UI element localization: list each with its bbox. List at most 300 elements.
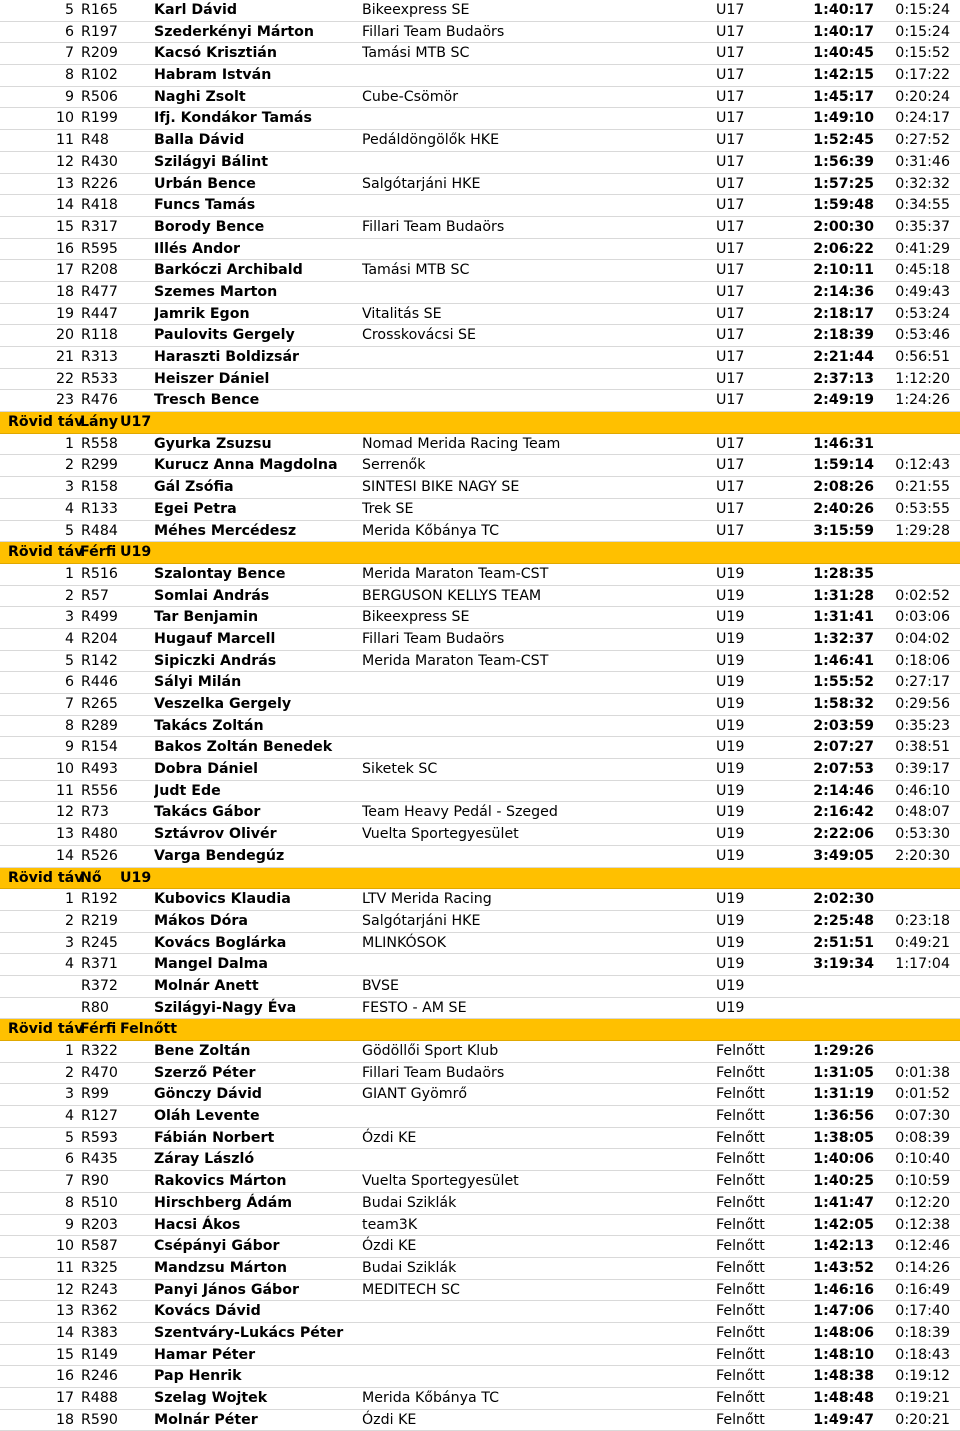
- rank-cell: 8: [64, 1194, 74, 1211]
- finish-time-cell: 3:19:34: [813, 956, 874, 973]
- finish-time-cell: 1:42:13: [813, 1238, 874, 1255]
- rider-name-cell: Ifj. Kondákor Tamás: [154, 110, 312, 127]
- bib-number-cell: R506: [81, 88, 118, 105]
- rider-name-cell: Tar Benjamin: [154, 609, 259, 626]
- finish-time-cell: 2:16:42: [813, 804, 874, 821]
- rank-cell: 2: [64, 1064, 74, 1081]
- time-gap-cell: 0:12:43: [895, 457, 950, 474]
- category-cell: Felnőtt: [716, 1368, 765, 1385]
- finish-time-cell: 2:21:44: [813, 349, 874, 365]
- bib-number-cell: R127: [81, 1108, 118, 1125]
- time-gap-cell: 0:07:30: [895, 1108, 950, 1125]
- category-cell: U17: [716, 435, 745, 452]
- rank-cell: 11: [55, 782, 74, 799]
- rider-name-cell: Naghi Zsolt: [154, 88, 246, 105]
- team-cell: Merida Kőbánya TC: [362, 522, 499, 539]
- finish-time-cell: 2:22:06: [813, 826, 874, 843]
- team-cell: Serrenők: [362, 457, 426, 474]
- finish-time-cell: 2:08:26: [813, 479, 874, 496]
- table-row: [0, 1193, 960, 1215]
- time-gap-cell: 0:12:20: [895, 1194, 950, 1211]
- rider-name-cell: Gönczy Dávid: [154, 1086, 262, 1103]
- finish-time-cell: 1:48:10: [813, 1346, 874, 1363]
- time-gap-cell: 0:17:40: [895, 1303, 950, 1320]
- table-row: [0, 716, 960, 738]
- finish-time-cell: 1:45:17: [813, 88, 874, 105]
- rider-name-cell: Somlai András: [154, 587, 270, 604]
- table-row: [0, 911, 960, 933]
- time-gap-cell: 0:46:10: [895, 782, 950, 799]
- rider-name-cell: Záray László: [154, 1151, 255, 1168]
- category-cell: U19: [716, 717, 745, 734]
- finish-time-cell: 1:28:35: [813, 565, 874, 582]
- section-category: U17: [120, 414, 152, 431]
- table-row: [0, 239, 960, 261]
- category-cell: Felnőtt: [716, 1259, 765, 1276]
- finish-time-cell: 2:18:39: [813, 327, 874, 344]
- finish-time-cell: 2:49:19: [813, 392, 874, 409]
- bib-number-cell: R510: [81, 1194, 118, 1211]
- bib-number-cell: R516: [81, 565, 118, 582]
- rider-name-cell: Szerző Péter: [154, 1064, 256, 1081]
- rider-name-cell: Habram István: [154, 67, 272, 84]
- finish-time-cell: 1:42:15: [813, 67, 874, 84]
- time-gap-cell: 0:01:38: [895, 1064, 950, 1081]
- table-row: [0, 260, 960, 282]
- finish-time-cell: 2:02:30: [813, 891, 874, 908]
- category-cell: U19: [716, 891, 745, 908]
- rider-name-cell: Szentváry-Lukács Péter: [154, 1324, 344, 1341]
- finish-time-cell: 2:03:59: [813, 717, 874, 734]
- table-row: [0, 369, 960, 391]
- category-cell: U19: [716, 847, 745, 864]
- rank-cell: 12: [55, 804, 74, 821]
- rider-name-cell: Szemes Marton: [154, 283, 278, 300]
- time-gap-cell: 0:01:52: [895, 1086, 950, 1103]
- finish-time-cell: 2:14:46: [813, 782, 874, 799]
- table-row: [0, 1258, 960, 1280]
- rank-cell: 9: [64, 88, 74, 105]
- table-row: [0, 672, 960, 694]
- rank-cell: 17: [55, 262, 74, 279]
- section-sex: Férfi: [80, 544, 117, 561]
- table-row: [0, 1171, 960, 1193]
- category-cell: Felnőtt: [716, 1390, 765, 1406]
- finish-time-cell: 1:31:28: [813, 587, 874, 604]
- bib-number-cell: R317: [81, 218, 118, 235]
- finish-time-cell: 1:36:56: [813, 1108, 874, 1125]
- time-gap-cell: 0:41:29: [895, 240, 950, 257]
- table-row: [0, 629, 960, 651]
- finish-time-cell: 2:07:27: [813, 739, 874, 756]
- team-cell: Budai Sziklák: [362, 1259, 457, 1276]
- category-cell: U17: [716, 88, 745, 105]
- category-cell: U17: [716, 283, 745, 300]
- bib-number-cell: R595: [81, 240, 118, 257]
- category-cell: U19: [716, 587, 745, 604]
- finish-time-cell: 2:06:22: [813, 240, 874, 257]
- section-header: [0, 868, 960, 890]
- rider-name-cell: Gyurka Zsuzsu: [154, 435, 272, 452]
- table-row: [0, 499, 960, 521]
- section-category: U19: [120, 544, 152, 561]
- rider-name-cell: Molnár Anett: [154, 977, 259, 994]
- rider-name-cell: Hirschberg Ádám: [154, 1194, 293, 1211]
- rider-name-cell: Takács Zoltán: [154, 717, 264, 734]
- rank-cell: 1: [64, 1043, 74, 1059]
- category-cell: U17: [716, 153, 745, 170]
- rank-cell: 2: [64, 587, 74, 604]
- team-cell: MLINKÓSOK: [362, 934, 447, 951]
- time-gap-cell: 1:17:04: [895, 956, 950, 973]
- rank-cell: 15: [55, 218, 74, 235]
- bib-number-cell: R226: [81, 175, 118, 192]
- team-cell: Siketek SC: [362, 761, 438, 778]
- time-gap-cell: 0:24:17: [895, 110, 950, 127]
- team-cell: Cube-Csömör: [362, 88, 459, 105]
- rider-name-cell: Dobra Dániel: [154, 761, 258, 778]
- table-row: [0, 1345, 960, 1367]
- table-row: [0, 152, 960, 174]
- category-cell: U19: [716, 956, 745, 973]
- finish-time-cell: 1:57:25: [813, 175, 874, 192]
- finish-time-cell: 1:52:45: [813, 132, 874, 149]
- team-cell: BERGUSON KELLYS TEAM: [362, 587, 542, 604]
- team-cell: BVSE: [362, 977, 399, 994]
- time-gap-cell: 0:15:24: [895, 23, 950, 40]
- team-cell: Fillari Team Budaörs: [362, 218, 505, 235]
- bib-number-cell: R435: [81, 1151, 118, 1168]
- category-cell: Felnőtt: [716, 1303, 765, 1320]
- category-cell: U17: [716, 262, 745, 279]
- category-cell: Felnőtt: [716, 1281, 765, 1298]
- table-row: [0, 455, 960, 477]
- time-gap-cell: 0:16:49: [895, 1281, 950, 1298]
- rank-cell: 2: [64, 457, 74, 474]
- time-gap-cell: 0:15:24: [895, 2, 950, 18]
- category-cell: U17: [716, 110, 745, 127]
- table-row: [0, 22, 960, 44]
- bib-number-cell: R362: [81, 1303, 118, 1320]
- table-row: [0, 1323, 960, 1345]
- table-row: [0, 759, 960, 781]
- team-cell: Tamási MTB SC: [362, 262, 470, 279]
- category-cell: Felnőtt: [716, 1173, 765, 1190]
- team-cell: Merida Maraton Team-CST: [362, 652, 549, 669]
- rider-name-cell: Fábián Norbert: [154, 1129, 275, 1146]
- team-cell: Pedáldöngölők HKE: [362, 132, 500, 149]
- time-gap-cell: 0:53:55: [895, 500, 950, 517]
- finish-time-cell: 1:58:32: [813, 696, 874, 712]
- rank-cell: 3: [64, 934, 74, 951]
- finish-time-cell: 1:47:06: [813, 1303, 874, 1320]
- table-row: [0, 477, 960, 499]
- rider-name-cell: Egei Petra: [154, 500, 237, 517]
- rank-cell: 14: [55, 1324, 74, 1341]
- table-row: [0, 304, 960, 326]
- team-cell: Budai Sziklák: [362, 1194, 457, 1211]
- bib-number-cell: R476: [81, 392, 118, 409]
- team-cell: Fillari Team Budaörs: [362, 1064, 505, 1081]
- time-gap-cell: 0:38:51: [895, 739, 950, 756]
- table-row: [0, 781, 960, 803]
- bib-number-cell: R372: [81, 977, 118, 994]
- time-gap-cell: 0:21:55: [895, 479, 950, 496]
- time-gap-cell: 0:17:22: [895, 67, 950, 84]
- time-gap-cell: 0:53:30: [895, 826, 950, 843]
- rider-name-cell: Szilágyi Bálint: [154, 153, 268, 170]
- category-cell: Felnőtt: [716, 1086, 765, 1103]
- rank-cell: 6: [64, 23, 74, 40]
- bib-number-cell: R142: [81, 652, 118, 669]
- rank-cell: 4: [64, 956, 74, 973]
- rank-cell: 4: [64, 500, 74, 517]
- team-cell: SINTESI BIKE NAGY SE: [362, 479, 520, 496]
- bib-number-cell: R480: [81, 826, 118, 843]
- time-gap-cell: 0:02:52: [895, 587, 950, 604]
- time-gap-cell: 0:18:06: [895, 652, 950, 669]
- rank-cell: 3: [64, 1086, 74, 1103]
- table-row: [0, 1215, 960, 1237]
- rank-cell: 20: [55, 327, 74, 344]
- bib-number-cell: R265: [81, 696, 118, 712]
- team-cell: LTV Merida Racing: [362, 891, 492, 908]
- table-row: [0, 1236, 960, 1258]
- category-cell: U17: [716, 132, 745, 149]
- rider-name-cell: Judt Ede: [154, 782, 221, 799]
- bib-number-cell: R208: [81, 262, 118, 279]
- table-row: [0, 434, 960, 456]
- section-header: [0, 1019, 960, 1041]
- category-cell: Felnőtt: [716, 1043, 765, 1059]
- team-cell: GIANT Gyömrő: [362, 1086, 468, 1103]
- rider-name-cell: Borody Bence: [154, 218, 265, 235]
- bib-number-cell: R484: [81, 522, 118, 539]
- finish-time-cell: 2:25:48: [813, 912, 874, 929]
- category-cell: U19: [716, 609, 745, 626]
- bib-number-cell: R203: [81, 1216, 118, 1233]
- finish-time-cell: 1:40:45: [813, 45, 874, 62]
- table-row: [0, 195, 960, 217]
- rank-cell: 1: [64, 891, 74, 908]
- bib-number-cell: R133: [81, 500, 118, 517]
- table-row: [0, 217, 960, 239]
- rank-cell: 5: [64, 2, 74, 18]
- rider-name-cell: Karl Dávid: [154, 2, 237, 18]
- team-cell: Merida Maraton Team-CST: [362, 565, 549, 582]
- rank-cell: 22: [55, 370, 74, 387]
- rank-cell: 3: [64, 609, 74, 626]
- bib-number-cell: R158: [81, 479, 118, 496]
- team-cell: FESTO - AM SE: [362, 999, 467, 1016]
- rider-name-cell: Kubovics Klaudia: [154, 891, 291, 908]
- bib-number-cell: R533: [81, 370, 118, 387]
- category-cell: U17: [716, 327, 745, 344]
- category-cell: Felnőtt: [716, 1108, 765, 1125]
- category-cell: U17: [716, 500, 745, 517]
- category-cell: U17: [716, 67, 745, 84]
- bib-number-cell: R197: [81, 23, 118, 40]
- team-cell: Salgótarjáni HKE: [362, 912, 481, 929]
- category-cell: U19: [716, 782, 745, 799]
- rank-cell: 9: [64, 1216, 74, 1233]
- time-gap-cell: 0:18:43: [895, 1346, 950, 1363]
- time-gap-cell: 0:19:12: [895, 1368, 950, 1385]
- table-row: [0, 1063, 960, 1085]
- time-gap-cell: 0:35:23: [895, 717, 950, 734]
- category-cell: Felnőtt: [716, 1194, 765, 1211]
- rank-cell: 6: [64, 1151, 74, 1168]
- category-cell: U19: [716, 761, 745, 778]
- team-cell: Nomad Merida Racing Team: [362, 435, 561, 452]
- finish-time-cell: 1:48:48: [813, 1390, 874, 1406]
- bib-number-cell: R149: [81, 1346, 118, 1363]
- time-gap-cell: 0:14:26: [895, 1259, 950, 1276]
- time-gap-cell: 0:53:46: [895, 327, 950, 344]
- time-gap-cell: 0:12:46: [895, 1238, 950, 1255]
- rider-name-cell: Illés Andor: [154, 240, 240, 257]
- category-cell: Felnőtt: [716, 1411, 765, 1428]
- bib-number-cell: R73: [81, 804, 109, 821]
- category-cell: U19: [716, 674, 745, 691]
- time-gap-cell: 0:10:59: [895, 1173, 950, 1190]
- table-row: [0, 390, 960, 412]
- rider-name-cell: Hamar Péter: [154, 1346, 256, 1363]
- table-row: [0, 325, 960, 347]
- rank-cell: 4: [64, 1108, 74, 1125]
- category-cell: Felnőtt: [716, 1064, 765, 1081]
- table-row: [0, 824, 960, 846]
- bib-number-cell: R383: [81, 1324, 118, 1341]
- table-row: [0, 607, 960, 629]
- team-cell: Fillari Team Budaörs: [362, 630, 505, 647]
- category-cell: U19: [716, 739, 745, 756]
- category-cell: U17: [716, 218, 745, 235]
- bib-number-cell: R199: [81, 110, 118, 127]
- bib-number-cell: R447: [81, 305, 118, 322]
- table-row: [0, 347, 960, 369]
- category-cell: U17: [716, 457, 745, 474]
- team-cell: Team Heavy Pedál - Szeged: [362, 804, 558, 821]
- rider-name-cell: Szederkényi Márton: [154, 23, 315, 40]
- bib-number-cell: R90: [81, 1173, 109, 1190]
- bib-number-cell: R80: [81, 999, 109, 1016]
- rank-cell: 23: [55, 392, 74, 409]
- table-row: [0, 1128, 960, 1150]
- rider-name-cell: Veszelka Gergely: [154, 696, 292, 712]
- finish-time-cell: 2:07:53: [813, 761, 874, 778]
- rank-cell: 2: [64, 912, 74, 929]
- rider-name-cell: Mandzsu Márton: [154, 1259, 288, 1276]
- section-category: Felnőtt: [120, 1021, 178, 1038]
- rider-name-cell: Urbán Bence: [154, 175, 256, 192]
- table-row: [0, 586, 960, 608]
- time-gap-cell: 0:31:46: [895, 153, 950, 170]
- category-cell: U17: [716, 370, 745, 387]
- rank-cell: 1: [64, 565, 74, 582]
- time-gap-cell: 0:20:21: [895, 1411, 950, 1428]
- finish-time-cell: 1:40:06: [813, 1151, 874, 1168]
- finish-time-cell: 1:59:14: [813, 457, 874, 474]
- section-sex: Férfi: [80, 1021, 117, 1038]
- rank-cell: 13: [55, 1303, 74, 1320]
- category-cell: U17: [716, 392, 745, 409]
- table-row: [0, 1041, 960, 1063]
- finish-time-cell: 2:37:13: [813, 370, 874, 387]
- time-gap-cell: 0:04:02: [895, 630, 950, 647]
- category-cell: U19: [716, 999, 745, 1016]
- rider-name-cell: Szalontay Bence: [154, 565, 286, 582]
- table-row: [0, 0, 960, 22]
- finish-time-cell: 1:48:06: [813, 1324, 874, 1341]
- time-gap-cell: 0:35:37: [895, 218, 950, 235]
- table-row: [0, 1084, 960, 1106]
- rider-name-cell: Funcs Tamás: [154, 197, 256, 214]
- finish-time-cell: 1:49:10: [813, 110, 874, 127]
- finish-time-cell: 3:49:05: [813, 847, 874, 864]
- finish-time-cell: 1:40:25: [813, 1173, 874, 1190]
- category-cell: U17: [716, 175, 745, 192]
- finish-time-cell: 2:10:11: [813, 262, 874, 279]
- bib-number-cell: R556: [81, 782, 118, 799]
- rider-name-cell: Balla Dávid: [154, 132, 245, 149]
- bib-number-cell: R499: [81, 609, 118, 626]
- finish-time-cell: 1:56:39: [813, 153, 874, 170]
- bib-number-cell: R430: [81, 153, 118, 170]
- time-gap-cell: 0:20:24: [895, 88, 950, 105]
- bib-number-cell: R593: [81, 1129, 118, 1146]
- finish-time-cell: 1:32:37: [813, 630, 874, 647]
- section-sex: Nő: [80, 869, 102, 886]
- table-row: [0, 521, 960, 543]
- time-gap-cell: 2:20:30: [895, 847, 950, 864]
- time-gap-cell: 1:29:28: [895, 522, 950, 539]
- finish-time-cell: 1:46:16: [813, 1281, 874, 1298]
- rider-name-cell: Jamrik Egon: [154, 305, 250, 322]
- rank-cell: 16: [55, 1368, 74, 1385]
- rider-name-cell: Paulovits Gergely: [154, 327, 295, 344]
- rider-name-cell: Rakovics Márton: [154, 1173, 287, 1190]
- category-cell: Felnőtt: [716, 1151, 765, 1168]
- bib-number-cell: R245: [81, 934, 118, 951]
- rider-name-cell: Szelag Wojtek: [154, 1390, 268, 1406]
- table-row: [0, 87, 960, 109]
- finish-time-cell: 1:59:48: [813, 197, 874, 214]
- bib-number-cell: R493: [81, 761, 118, 778]
- finish-time-cell: 2:18:17: [813, 305, 874, 322]
- finish-time-cell: 1:38:05: [813, 1129, 874, 1146]
- category-cell: U17: [716, 197, 745, 214]
- table-row: [0, 846, 960, 868]
- rank-cell: 18: [55, 1411, 74, 1428]
- rank-cell: 13: [55, 175, 74, 192]
- category-cell: U19: [716, 565, 745, 582]
- table-row: [0, 282, 960, 304]
- finish-time-cell: 1:29:26: [813, 1043, 874, 1059]
- finish-time-cell: 1:55:52: [813, 674, 874, 691]
- time-gap-cell: 0:23:18: [895, 912, 950, 929]
- category-cell: Felnőtt: [716, 1324, 765, 1341]
- rider-name-cell: Heiszer Dániel: [154, 370, 270, 387]
- bib-number-cell: R446: [81, 674, 118, 691]
- finish-time-cell: 1:31:05: [813, 1064, 874, 1081]
- team-cell: Salgótarjáni HKE: [362, 175, 481, 192]
- team-cell: Bikeexpress SE: [362, 2, 470, 18]
- rider-name-cell: Oláh Levente: [154, 1108, 260, 1125]
- team-cell: Bikeexpress SE: [362, 609, 470, 626]
- finish-time-cell: 1:40:17: [813, 23, 874, 40]
- table-row: [0, 802, 960, 824]
